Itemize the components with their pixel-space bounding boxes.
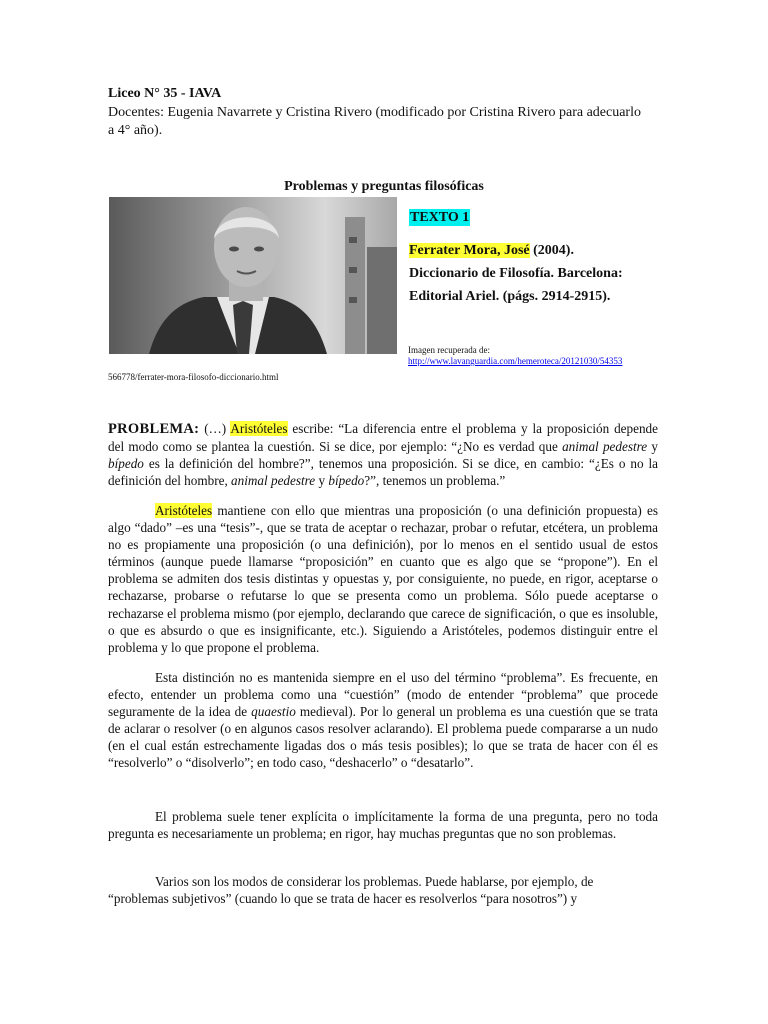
image-caption-continuation: 566778/ferrater-mora-filosofo-diccionario.html — [108, 372, 279, 382]
problema-heading: PROBLEMA: — [108, 421, 200, 437]
p1-italic-4: bípedo — [328, 473, 365, 489]
header-school: Liceo N° 35 - IAVA — [108, 86, 222, 101]
reference-line1 — [409, 239, 669, 262]
texto-label: TEXTO 1 — [410, 210, 470, 225]
header-teachers-line2: a 4° año). — [108, 123, 163, 138]
p3-italic: quaestio — [251, 704, 296, 720]
header-teachers-line1: Docentes: Eugenia Navarrete y Cristina Rivero (modificado por Cristina Rivero para adecuarlo — [108, 105, 641, 120]
paragraph-pregunta: El problema suele tener explícita o implícitamente la forma de una pregunta, pero no toda pregunta es necesariamente un problema; en rigor, hay muchas preguntas que no son problemas. — [108, 809, 658, 842]
p3-text-b: medieval). Por lo general un problema es una cuestión que se trata de aclarar o resolver (o en algunos casos resolver aclarando). El problema puede compararse a un nudo (en el cual están estrechamente ligadas dos o más tesis posibles); lo que se trata de hacer con él es “resolverlo” o “disolverlo”; en todo caso, “deshacerlo” o “desatarlo”. — [108, 704, 658, 771]
paragraph-modos — [108, 873, 658, 907]
reference-line2: Diccionario de Filosofía. Barcelona: — [409, 266, 623, 281]
reference-year: (2004). — [529, 243, 574, 258]
p1-italic-1: animal pedestre — [562, 439, 648, 455]
aristoteles-highlight: Aristóteles — [230, 421, 288, 436]
p2-text: mantiene con ello que mientras una proposición (o una definición propuesta) es algo “dado” –es una “tesis”-, que se trata de aceptar o rechazar, probar o refutar, etcétera, un problema no es propiamente una proposición (o una definición), por lo menos en el sentido usual de estos términos (aunque puede llamarse “proposición” en cuanto que es algo que se “propone”). En el problema se admiten dos tesis distintas y opuestas y, por consiguiente, no puede, en rigor, aceptarse o rechazarse, probarse o refutarse lo que se presenta como un problema. Sólo puede aceptarse o rechazarse el problema mismo (por ejemplo, declarando que carece de significación, o que es insoluble, o que es absurdo o que es insignificante, etc.). Siguiendo a Aristóteles, podemos distinguir entre el problema y lo que propone el problema. — [108, 503, 658, 655]
p1-italic-3: animal pedestre — [231, 473, 316, 489]
p5-line1: Varios son los modos de considerar los problemas. Puede hablarse, por ejemplo, de — [155, 874, 594, 889]
p5-line2: “problemas subjetivos” (cuando lo que se trata de hacer es resolverlos “para nosotros”) y — [108, 891, 578, 907]
p1-text-b: escribe: “La diferencia entre el problema y la proposición depende del modo como se plantea la cuestión. Si se dice, por ejemplo: “¿No es verdad que — [108, 421, 659, 455]
p1-text-d: es la definición del hombre?”, tenemos una proposición. Si se dice, en cambio: “¿Es o no la definición del hombre, — [108, 456, 658, 489]
bibliographic-reference — [409, 239, 669, 308]
paragraph-problema — [108, 420, 658, 489]
author-photo — [109, 197, 397, 354]
p1-text-c: y — [647, 439, 659, 455]
p1-text-a: (…) — [199, 421, 231, 436]
reference-author: Ferrater Mora, José — [409, 243, 530, 258]
page-title: Problemas y preguntas filosóficas — [284, 179, 484, 194]
paragraph-distincion — [108, 669, 658, 772]
paragraph-aristoteles — [108, 502, 658, 656]
author-photo-image — [109, 197, 397, 354]
p1-text-e: y — [315, 473, 329, 489]
image-caption-label: Imagen recuperada de: — [408, 345, 490, 355]
p3-text-a: Esta distinción no es mantenida siempre en el uso del término “problema”. Es frecuente, en efecto, entender un problema como una “cuestión” (modo de entender “problema” que procede seguramente de la idea de — [108, 670, 658, 720]
p1-italic-2: bípedo — [108, 456, 144, 472]
image-source-link[interactable]: http://www.lavanguardia.com/hemeroteca/20121030/54353 — [408, 356, 623, 366]
aristoteles-highlight-2: Aristóteles — [155, 503, 213, 518]
reference-line3: Editorial Ariel. (págs. 2914-2915). — [409, 289, 611, 304]
p1-text-f: ?”, tenemos un problema.” — [364, 473, 506, 489]
